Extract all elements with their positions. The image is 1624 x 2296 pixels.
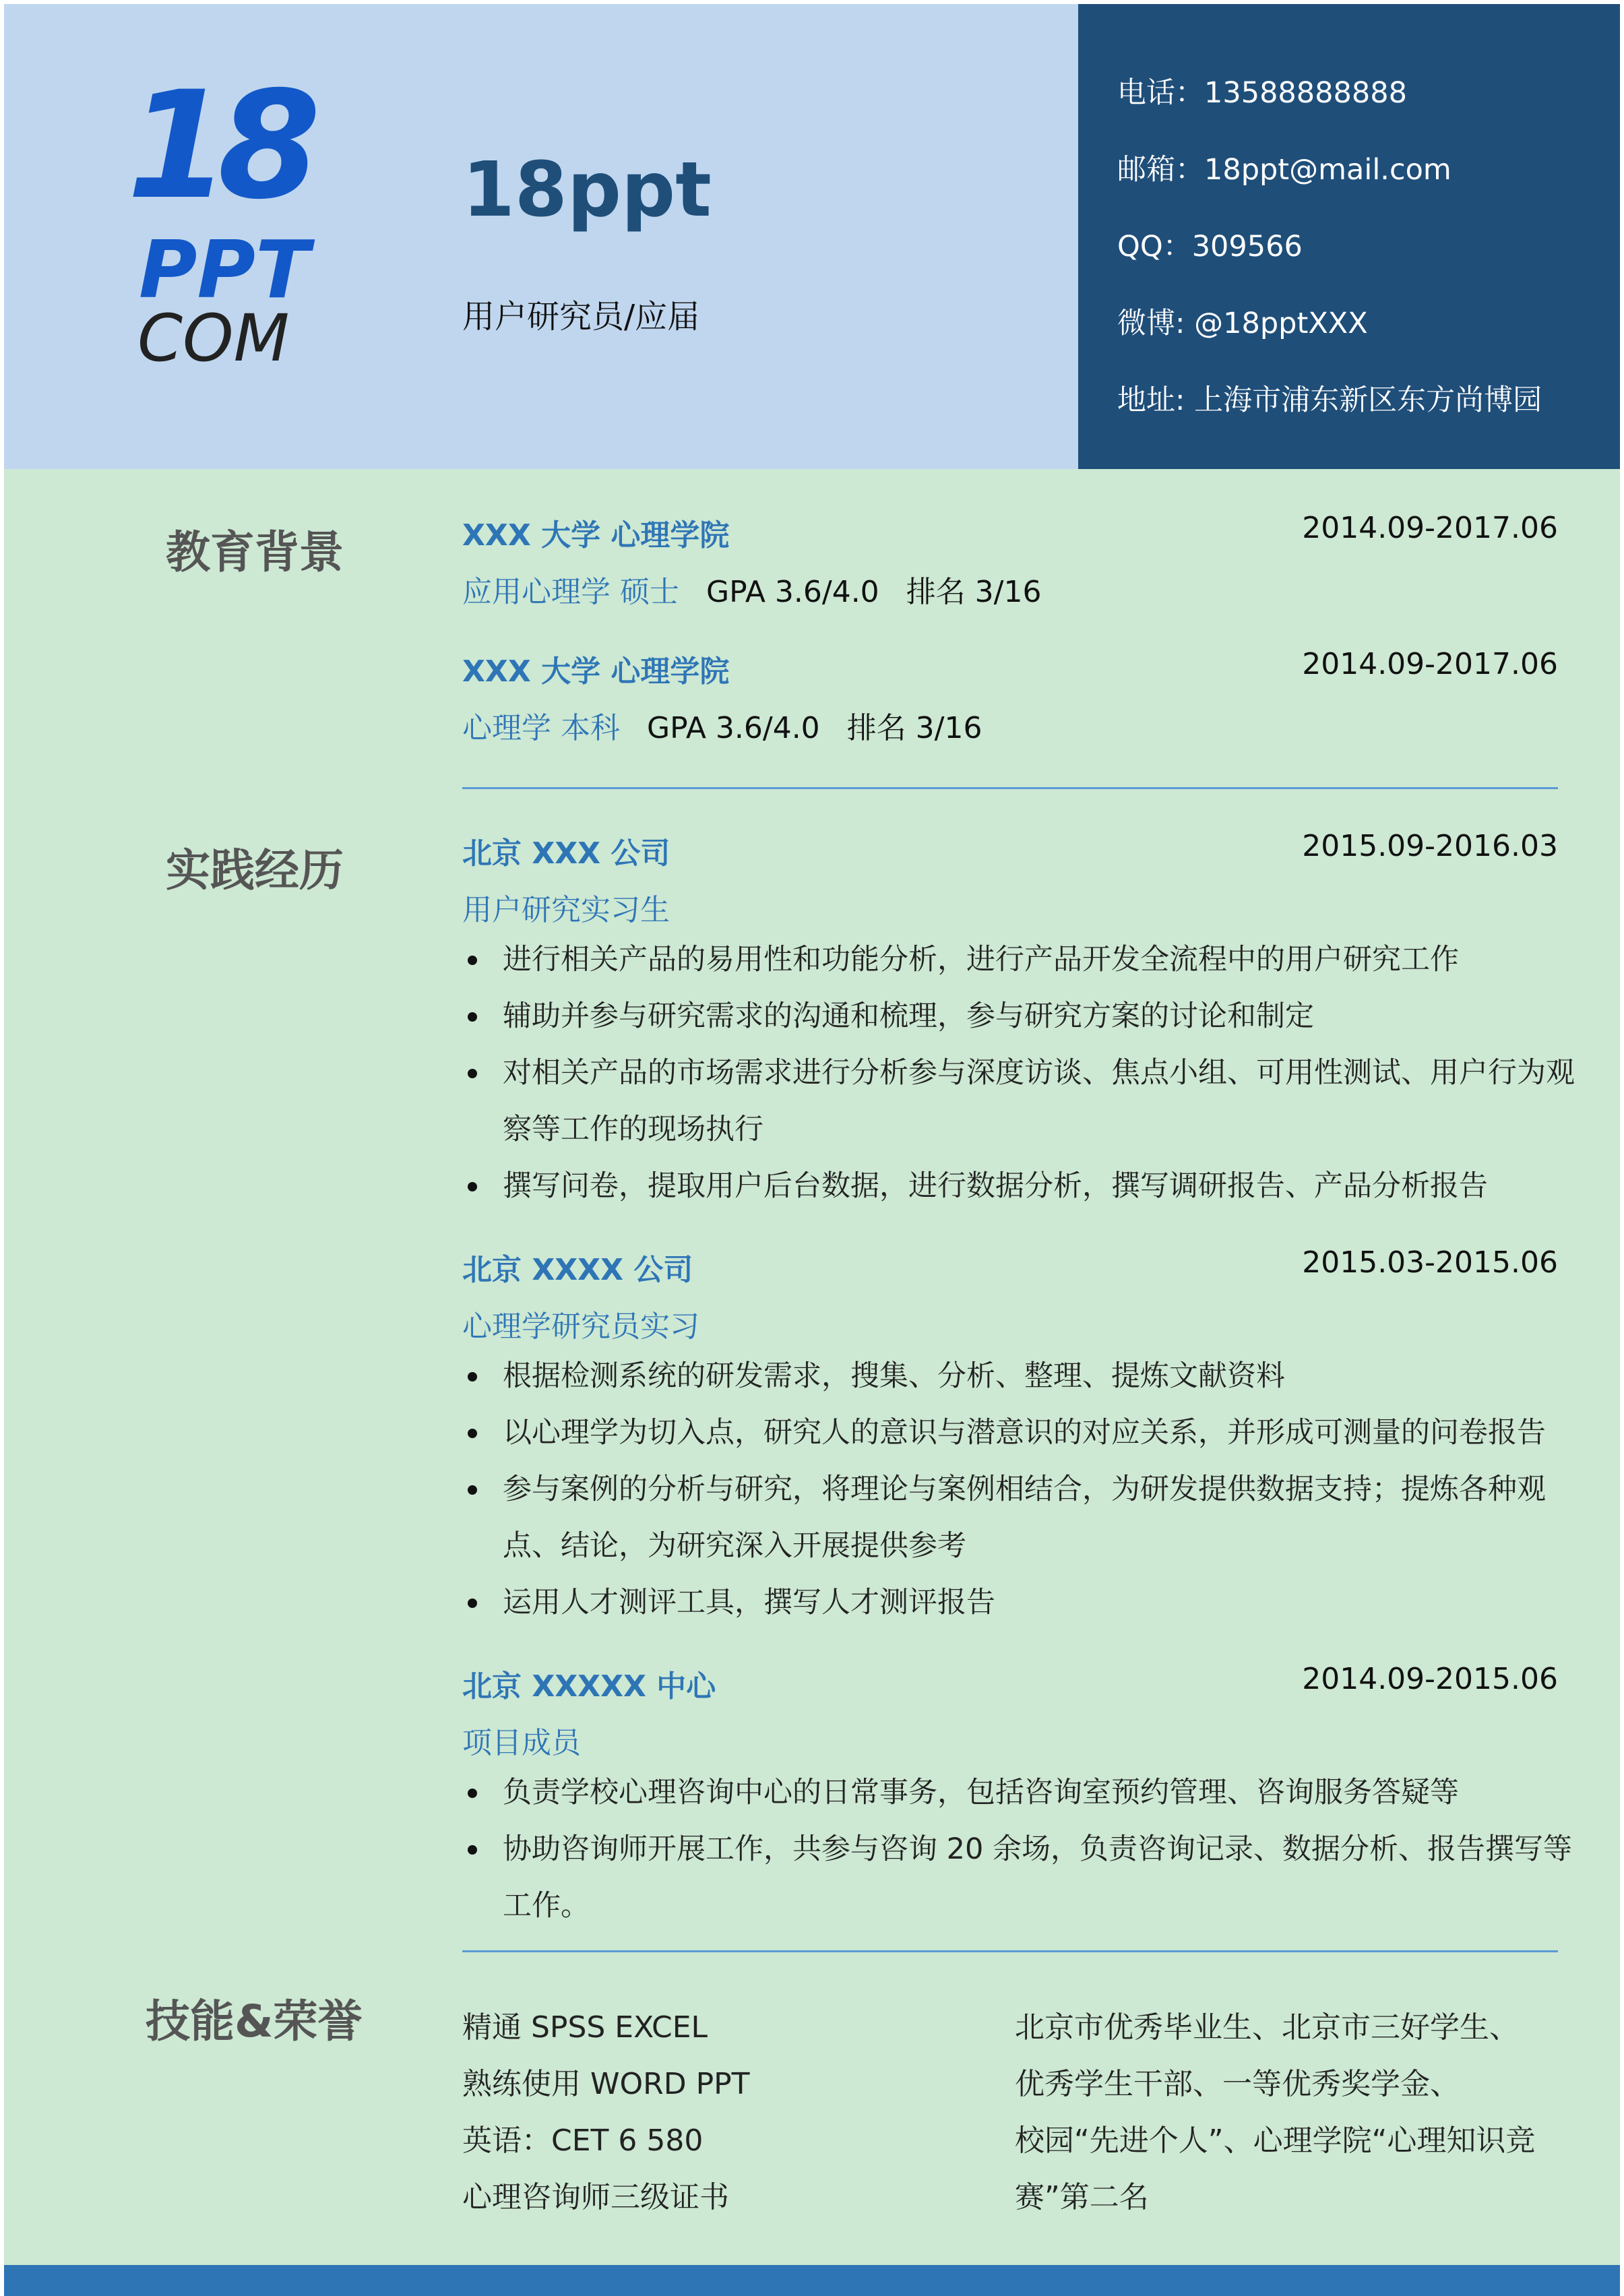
divider	[462, 787, 1558, 789]
resume-body	[4, 469, 1620, 2265]
edu-2-org: XXX 大学 心理学院	[462, 654, 730, 689]
edu-2-rank: 排名 3/16	[846, 711, 982, 745]
honor-item: 赛”第二名	[1015, 2180, 1149, 2214]
skill-item: 精通 SPSS EXCEL	[462, 2010, 708, 2045]
candidate-role: 用户研究员/应届	[462, 298, 700, 336]
logo-number: 18	[127, 59, 309, 232]
job-1-date: 2015.09-2016.03	[1302, 829, 1558, 863]
honor-item: 北京市优秀毕业生、北京市三好学生、	[1015, 2010, 1519, 2045]
job-3-date: 2014.09-2015.06	[1302, 1662, 1558, 1696]
skill-item: 心理咨询师三级证书	[462, 2180, 729, 2214]
list-item: 参与案例的分析与研究，将理论与案例相结合，为研发提供数据支持；提炼各种观点、结论，为研究深入开展提供参考	[462, 1461, 1594, 1574]
logo-ppt: PPT	[139, 223, 310, 316]
contact-email: 邮箱：18ppt@mail.com	[1117, 153, 1451, 187]
logo	[119, 59, 341, 376]
contact-weibo: 微博: @18pptXXX	[1117, 307, 1368, 340]
edu-1-org: XXX 大学 心理学院	[462, 518, 730, 553]
list-item: 根据检测系统的研发需求，搜集、分析、整理、提炼文献资料	[462, 1348, 1594, 1404]
section-title-practice: 实践经历	[166, 844, 344, 896]
edu-1-detail	[462, 567, 1041, 611]
footer-bar	[4, 2265, 1620, 2296]
list-item: 撰写问卷，提取用户后台数据，进行数据分析，撰写调研报告、产品分析报告	[462, 1158, 1594, 1214]
edu-2-date: 2014.09-2017.06	[1302, 647, 1558, 681]
divider	[462, 1950, 1558, 1952]
list-item: 辅助并参与研究需求的沟通和梳理，参与研究方案的讨论和制定	[462, 988, 1594, 1045]
job-3-org: 北京 XXXXX 中心	[462, 1669, 716, 1704]
edu-1-rank: 排名 3/16	[906, 575, 1042, 609]
list-item: 运用人才测评工具，撰写人才测评报告	[462, 1574, 1594, 1631]
job-1-items	[462, 931, 1594, 1214]
list-item: 进行相关产品的易用性和功能分析，进行产品开发全流程中的用户研究工作	[462, 931, 1594, 988]
edu-2-major: 心理学 本科	[462, 711, 620, 745]
contact-phone: 电话：13588888888	[1117, 76, 1407, 110]
contact-panel	[1078, 4, 1620, 469]
job-3-items	[462, 1764, 1594, 1934]
section-title-skills: 技能&荣誉	[146, 1995, 363, 2047]
skill-item: 熟练使用 WORD PPT	[462, 2067, 750, 2101]
job-1-position: 用户研究实习生	[462, 893, 670, 927]
contact-qq: QQ：309566	[1117, 230, 1303, 263]
list-item: 对相关产品的市场需求进行分析参与深度访谈、焦点小组、可用性测试、用户行为观察等工作的现场执行	[462, 1045, 1594, 1158]
job-3-position: 项目成员	[462, 1726, 581, 1760]
honor-item: 优秀学生干部、一等优秀奖学金、	[1015, 2067, 1460, 2101]
contact-address: 地址: 上海市浦东新区东方尚博园	[1117, 383, 1542, 417]
logo-com: COM	[137, 301, 290, 376]
edu-2-detail	[462, 704, 982, 747]
candidate-name: 18ppt	[462, 146, 712, 234]
honor-item: 校园“先进个人”、心理学院“心理知识竞	[1015, 2123, 1536, 2158]
list-item: 协助咨询师开展工作，共参与咨询 20 余场，负责咨询记录、数据分析、报告撰写等工作。	[462, 1821, 1594, 1934]
job-2-position: 心理学研究员实习	[462, 1309, 699, 1344]
job-1-org: 北京 XXX 公司	[462, 836, 670, 871]
list-item: 以心理学为切入点，研究人的意识与潜意识的对应关系，并形成可测量的问卷报告	[462, 1404, 1594, 1461]
resume-page	[4, 4, 1620, 2296]
job-2-date: 2015.03-2015.06	[1302, 1245, 1558, 1280]
edu-2-gpa: GPA 3.6/4.0	[647, 711, 820, 745]
job-2-items	[462, 1348, 1594, 1631]
edu-1-gpa: GPA 3.6/4.0	[706, 575, 879, 609]
section-title-education: 教育背景	[166, 526, 344, 578]
edu-1-date: 2014.09-2017.06	[1302, 511, 1558, 545]
skill-item: 英语：CET 6 580	[462, 2123, 704, 2158]
resume-header	[4, 4, 1620, 469]
job-2-org: 北京 XXXX 公司	[462, 1253, 693, 1287]
edu-1-major: 应用心理学 硕士	[462, 575, 679, 609]
list-item: 负责学校心理咨询中心的日常事务，包括咨询室预约管理、咨询服务答疑等	[462, 1764, 1594, 1821]
